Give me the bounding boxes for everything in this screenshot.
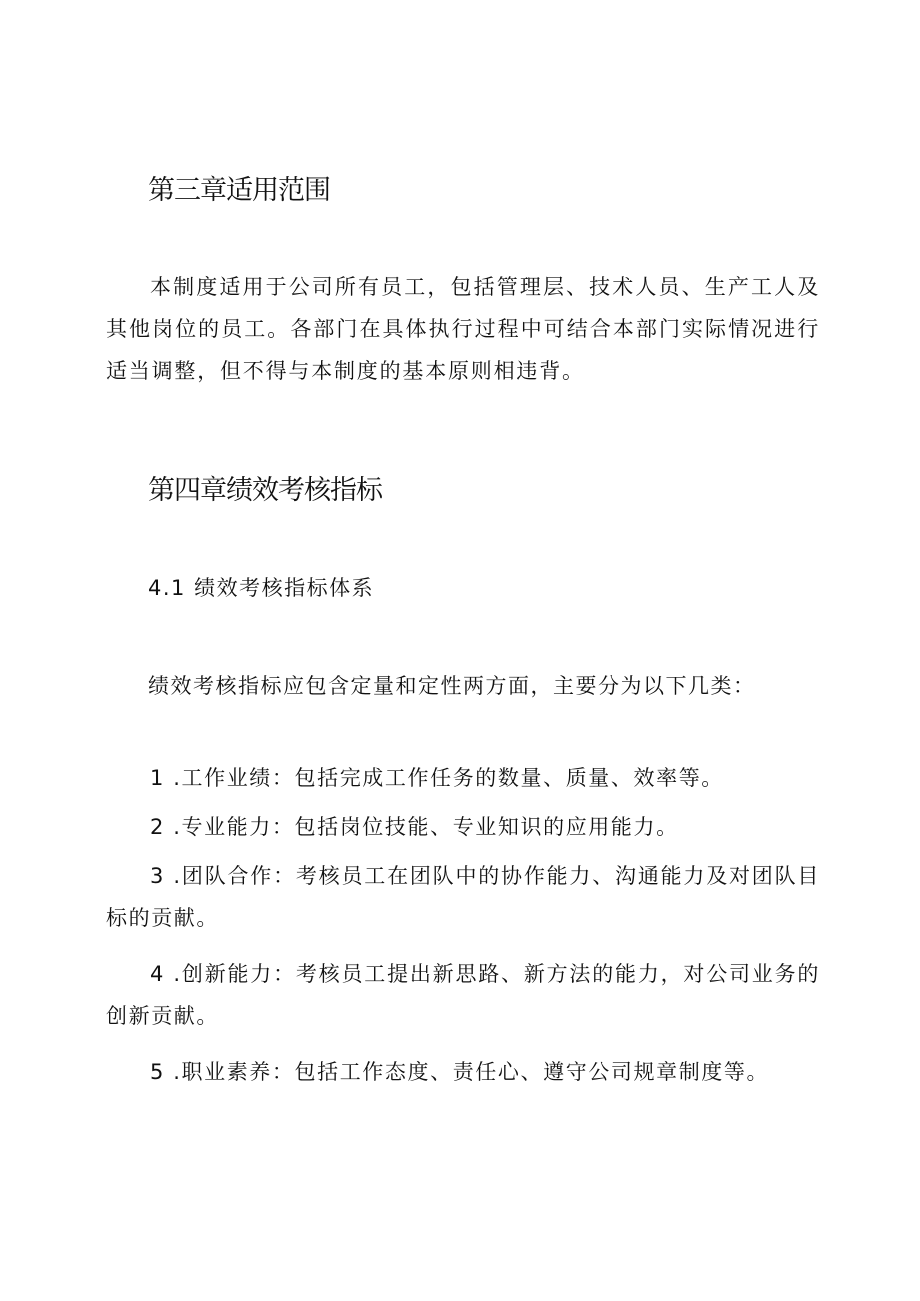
list-item-1: 1 .工作业绩：包括完成工作任务的数量、质量、效率等。 [150, 766, 724, 790]
list-item-3: 3 .团队合作：考核员工在团队中的协作能力、沟通能力及对团队目标的贡献。 [106, 864, 820, 930]
list-item-4: 4 .创新能力：考核员工提出新思路、新方法的能力，对公司业务的创新贡献。 [106, 962, 820, 1028]
section-4-1-title: 4.1 绩效考核指标体系 [148, 576, 375, 600]
list-item-5: 5 .职业素养：包括工作态度、责任心、遵守公司规章制度等。 [150, 1060, 770, 1084]
list-item-2: 2 .专业能力：包括岗位技能、专业知识的应用能力。 [150, 815, 679, 839]
chapter-4-title: 第四章绩效考核指标 [148, 475, 382, 506]
section-4-1-intro: 绩效考核指标应包含定量和定性两方面，主要分为以下几类： [148, 674, 756, 698]
chapter-3-title: 第三章适用范围 [148, 175, 330, 206]
chapter-3-body: 本制度适用于公司所有员工，包括管理层、技术人员、生产工人及其他岗位的员工。各部门在具体执行过程中可结合本部门实际情况进行适当调整，但不得与本制度的基本原则相违背。 [106, 275, 820, 383]
